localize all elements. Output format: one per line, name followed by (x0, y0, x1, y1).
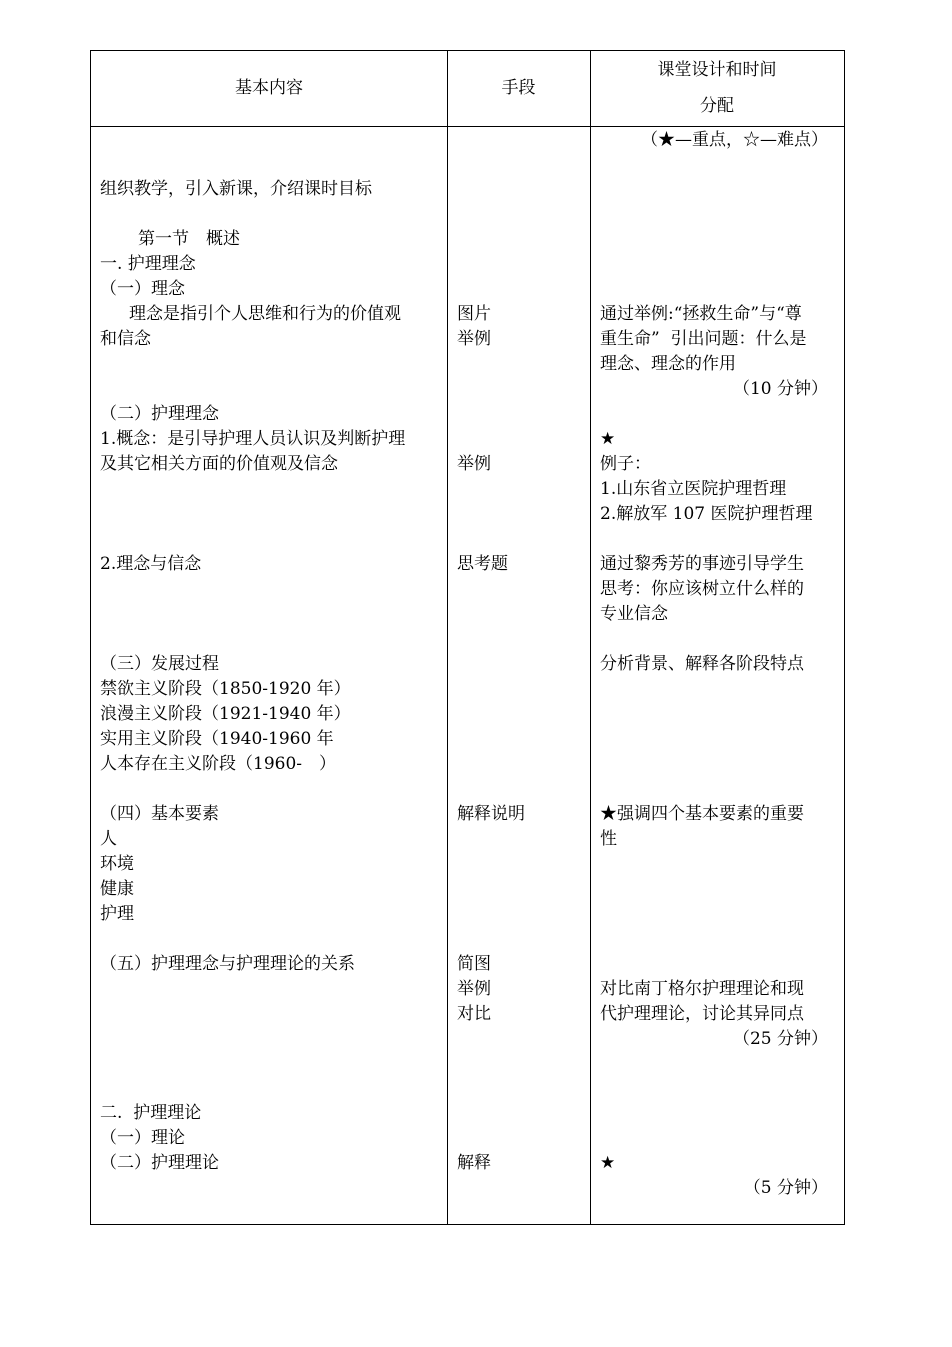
means-item: 举例 (457, 329, 491, 349)
header-divider (91, 126, 844, 127)
means-item: 举例 (457, 979, 491, 999)
key-point-star-icon: ★ (600, 429, 616, 449)
part1-title: 一. 护理理念 (100, 254, 196, 274)
sub2-point1: 及其它相关方面的价值观及信念 (100, 454, 338, 474)
part2-sub2: （二）护理理论 (100, 1153, 219, 1173)
element-item: 人 (100, 829, 117, 849)
part2-sub1: （一）理论 (100, 1128, 185, 1148)
sub1-definition: 理念是指引个人思维和行为的价值观 (129, 304, 401, 324)
design-text: 对比南丁格尔护理理论和现 (600, 979, 804, 999)
means-item: 举例 (457, 454, 491, 474)
sub2-point2: 2.理念与信念 (100, 554, 202, 574)
sub1-definition: 和信念 (100, 329, 151, 349)
sub3-title: （三）发展过程 (100, 654, 219, 674)
sub1-title: （一）理念 (100, 279, 185, 299)
column-divider (447, 51, 448, 1224)
means-item: 思考题 (457, 554, 508, 574)
design-text: 性 (600, 829, 617, 849)
design-text: 1.山东省立医院护理哲理 (600, 479, 787, 499)
time-allocation: （10 分钟） (732, 379, 828, 399)
stage-item: 人本存在主义阶段（1960- ） (100, 754, 337, 774)
time-allocation: （25 分钟） (732, 1029, 828, 1049)
means-item: 对比 (457, 1004, 491, 1024)
element-item: 健康 (100, 879, 134, 899)
column-divider (590, 51, 591, 1224)
design-text: 例子： (600, 454, 651, 474)
means-item: 解释说明 (457, 804, 525, 824)
header-means: 手段 (501, 78, 536, 98)
stage-item: 禁欲主义阶段（1850-1920 年） (100, 679, 351, 699)
legend-text: （★—重点，☆—难点） (641, 130, 828, 150)
part2-title: 二. 护理理论 (100, 1103, 202, 1123)
element-item: 环境 (100, 854, 134, 874)
means-item: 图片 (457, 304, 491, 324)
section-title: 第一节 概述 (138, 229, 240, 249)
design-text: 理念、理念的作用 (600, 354, 736, 374)
sub2-point1: 1.概念：是引导护理人员认识及判断护理 (100, 429, 406, 449)
stage-item: 实用主义阶段（1940-1960 年 (100, 729, 334, 749)
element-item: 护理 (100, 904, 134, 924)
design-text: 通过黎秀芳的事迹引导学生 (600, 554, 804, 574)
design-text: 2.解放军 107 医院护理哲理 (600, 504, 813, 524)
means-item: 解释 (457, 1153, 491, 1173)
header-design-line1: 课堂设计和时间 (657, 60, 777, 80)
sub5-title: （五）护理理念与护理理论的关系 (100, 954, 355, 974)
lesson-plan-table (90, 50, 845, 1225)
design-text: ★强调四个基本要素的重要 (600, 804, 804, 824)
design-text: 通过举例:“拯救生命”与“尊 (600, 304, 802, 324)
time-allocation: （5 分钟） (743, 1178, 828, 1198)
header-design-line2: 分配 (700, 96, 734, 116)
design-text: 分析背景、解释各阶段特点 (600, 654, 804, 674)
key-point-star-icon: ★ (600, 1153, 616, 1173)
intro-text: 组织教学，引入新课，介绍课时目标 (100, 179, 372, 199)
design-text: 重生命” 引出问题：什么是 (600, 329, 807, 349)
design-text: 专业信念 (600, 604, 668, 624)
design-text: 代护理理论，讨论其异同点 (600, 1004, 804, 1024)
sub2-title: （二）护理理念 (100, 404, 219, 424)
design-text: 思考：你应该树立什么样的 (600, 579, 804, 599)
stage-item: 浪漫主义阶段（1921-1940 年） (100, 704, 351, 724)
header-content: 基本内容 (235, 78, 303, 98)
means-item: 简图 (457, 954, 491, 974)
sub4-title: （四）基本要素 (100, 804, 219, 824)
